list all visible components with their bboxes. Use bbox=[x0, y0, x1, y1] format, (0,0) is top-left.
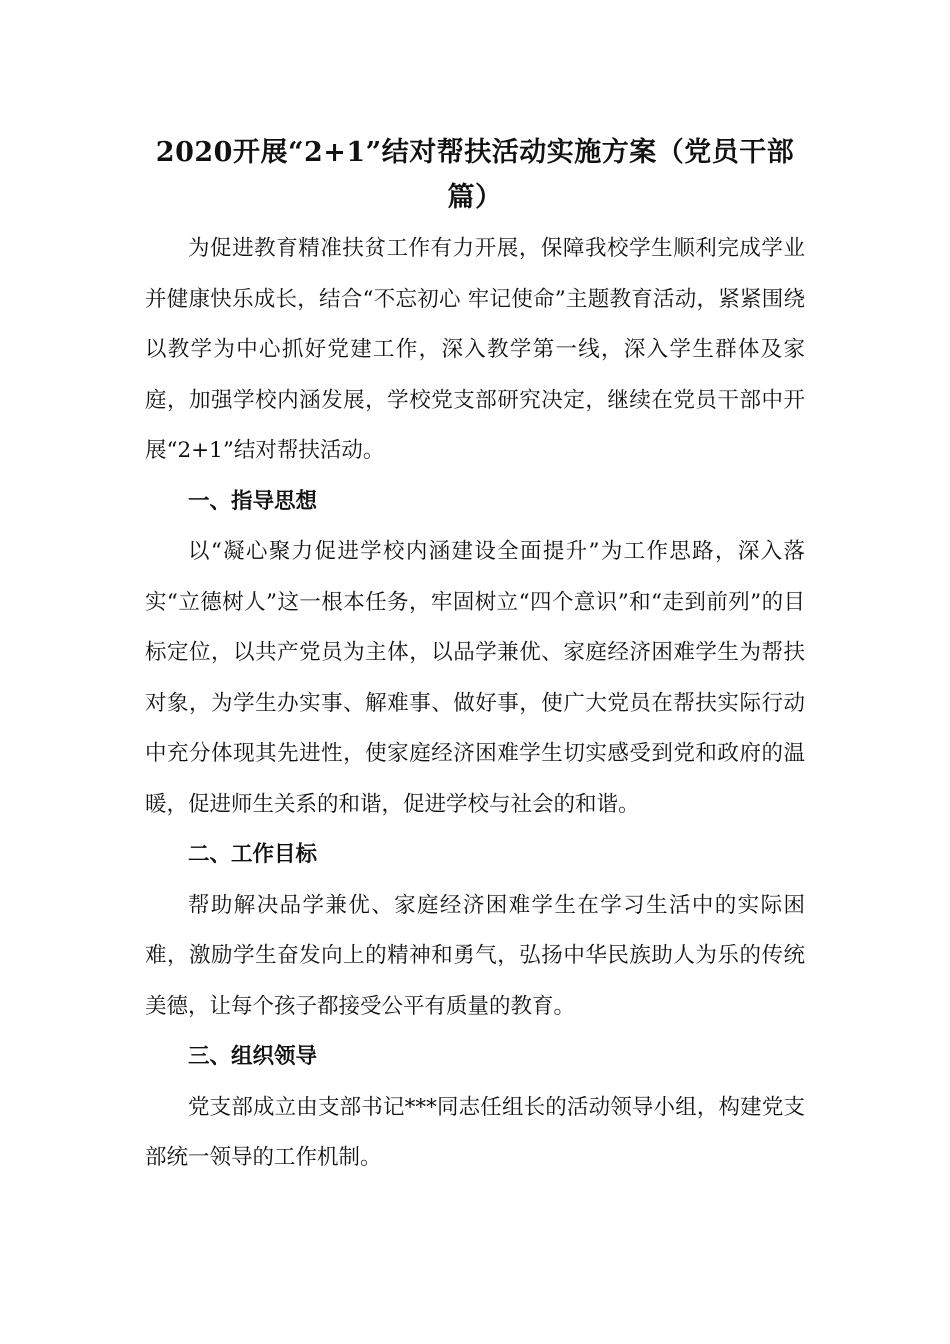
document-body bbox=[145, 130, 805, 1184]
section-body-organization: 党支部成立由支部书记***同志任组长的活动领导小组，构建党支部统一领导的工作机制。 bbox=[145, 1094, 805, 1170]
section-body-guiding-ideology: 以“凝心聚力促进学校内涵建设全面提升”为工作思路，深入落实“立德树人”这一根本任务，牢固树立“四个意识”和“走到前列”的目标定位，以共产党员为主体，以品学兼优、家庭经济困难学生为帮扶对象，为学生办实事、解难事、做好事，使广大党员在帮扶实际行动中充分体现其先进性，使家庭经济困难学生切实感受到党和政府的温暖，促进师生关系的和谐，促进学校与社会的和谐。 bbox=[145, 539, 805, 817]
section-heading-work-goals: 二、工作目标 bbox=[188, 842, 318, 867]
section-heading-guiding-ideology: 一、指导思想 bbox=[188, 488, 318, 514]
intro-paragraph: 为促进教育精准扶贫工作有力开展，保障我校学生顺利完成学业并健康快乐成长，结合“不忘初心 牢记使命”主题教育活动，紧紧围绕以教学为中心抓好党建工作，深入教学第一线，深入学生群体及家庭，加强学校内涵发展，学校党支部研究决定，继续在党员干部中开展“2+1”结对帮扶活动。 bbox=[145, 236, 805, 463]
section-body-work-goals: 帮助解决品学兼优、家庭经济困难学生在学习生活中的实际困难，激励学生奋发向上的精神和勇气，弘扬中华民族助人为乐的传统美德，让每个孩子都接受公平有质量的教育。 bbox=[145, 892, 805, 1019]
section-heading-organization: 三、组织领导 bbox=[188, 1044, 318, 1069]
document-title: 2020开展“2+1”结对帮扶活动实施方案（党员干部篇） bbox=[155, 137, 795, 213]
